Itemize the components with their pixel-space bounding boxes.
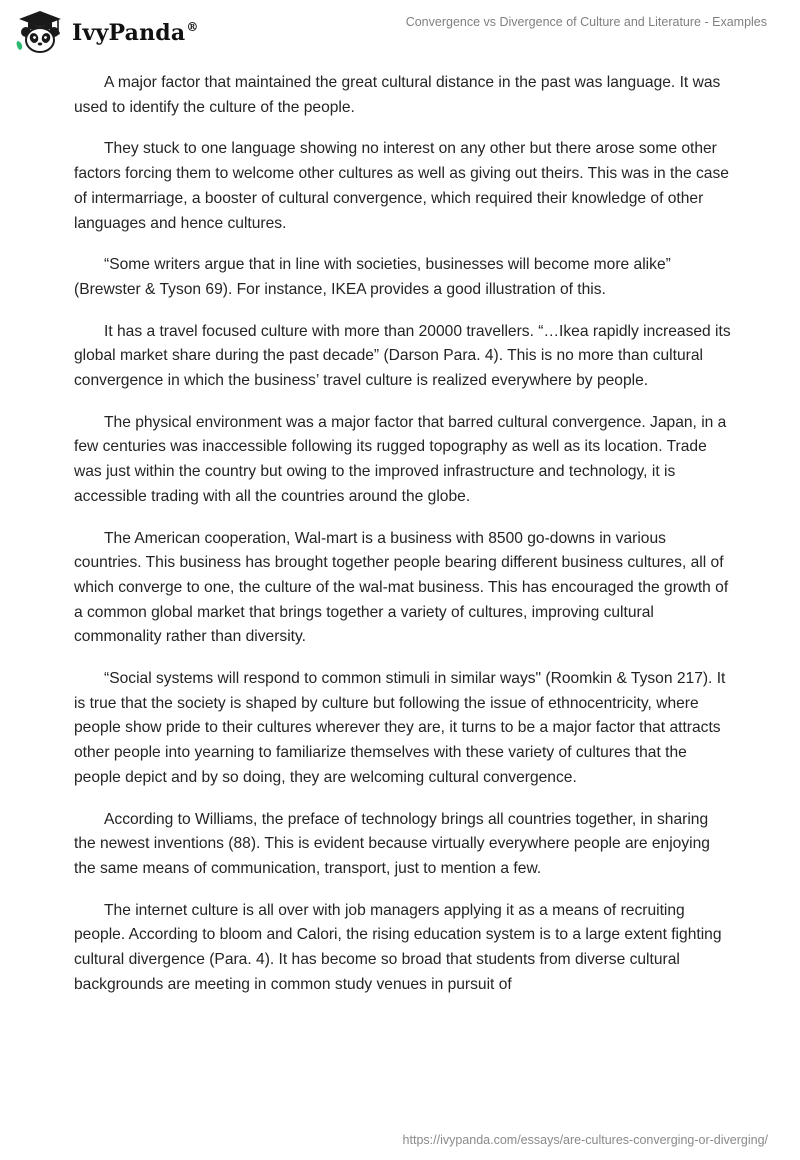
paragraph: They stuck to one language showing no interest on any other but there arose some other factors forcing them to welcome other cultures as well as giving out theirs. This was in the case of intermarriage, a booster of cultural convergence, which required their knowledge of other languages and hence cultures.: [74, 140, 729, 232]
panda-graduate-icon: [14, 8, 66, 54]
paragraph: According to Williams, the preface of technology brings all countries together, in sharing the newest inventions (88). This is evident because virtually everywhere people are enjoying the same means of communication, transport, just to mention a few.: [74, 810, 710, 877]
paragraph: The internet culture is all over with job managers applying it as a means of recruiting people. According to bloom and Calori, the rising education system is to a large extent fighting cultural divergence (Para. 4). It has become so broad that students from diverse cultural backgrounds are meeting in common study venues in pursuit of: [74, 901, 722, 993]
paragraph: “Social systems will respond to common stimuli in similar ways" (Roomkin & Tyson 217). It is true that the society is shaped by culture but following the issue of ethnocentricity, where people show pride to their cultures wherever they are, it turns to be a major factor that attracts other people into yearning to familiarize themselves with these variety of cultures that the people depict and by so doing, they are welcoming cultural convergence.: [74, 670, 726, 786]
page-header: [0, 0, 800, 64]
paragraph: The American cooperation, Wal-mart is a business with 8500 go-downs in various countries. This business has brought together people bearing different business cultures, all of which converge to one, the culture of the wal-mat business. This has encouraged the growth of a common global market that brings together a variety of cultures, improving cultural commonality rather than diversity.: [74, 529, 729, 646]
source-url-link[interactable]: https://ivypanda.com/essays/are-cultures-converging-or-diverging/: [402, 1133, 768, 1147]
document-title: Convergence vs Divergence of Culture and Literature - Examples: [405, 15, 767, 29]
brand-name: [72, 20, 199, 46]
paragraph: A major factor that maintained the great cultural distance in the past was language. It was used to identify the culture of the people.: [74, 74, 721, 116]
paragraph: It has a travel focused culture with more than 20000 travellers. “…Ikea rapidly increased its global market share during the past decade” (Darson Para. 4). This is no more than cultural convergence in which the business’ travel culture is realized everywhere by people.: [74, 322, 731, 390]
paragraph: “Some writers argue that in line with societies, businesses will become more alike” (Brewster & Tyson 69). For instance, IKEA provides a good illustration of this.: [74, 256, 671, 298]
registered-mark: ®: [186, 20, 199, 34]
essay-body: [74, 71, 734, 1015]
paragraph: The physical environment was a major factor that barred cultural convergence. Japan, in a few centuries was inaccessible following its rugged topography as well as its location. Trade was just within the country but owing to the improved infrastructure and technology, it is accessible trading with all the countries around the globe.: [74, 413, 727, 505]
ivypanda-logo[interactable]: [14, 8, 199, 54]
brand-name-text: IvyPanda: [72, 20, 186, 46]
